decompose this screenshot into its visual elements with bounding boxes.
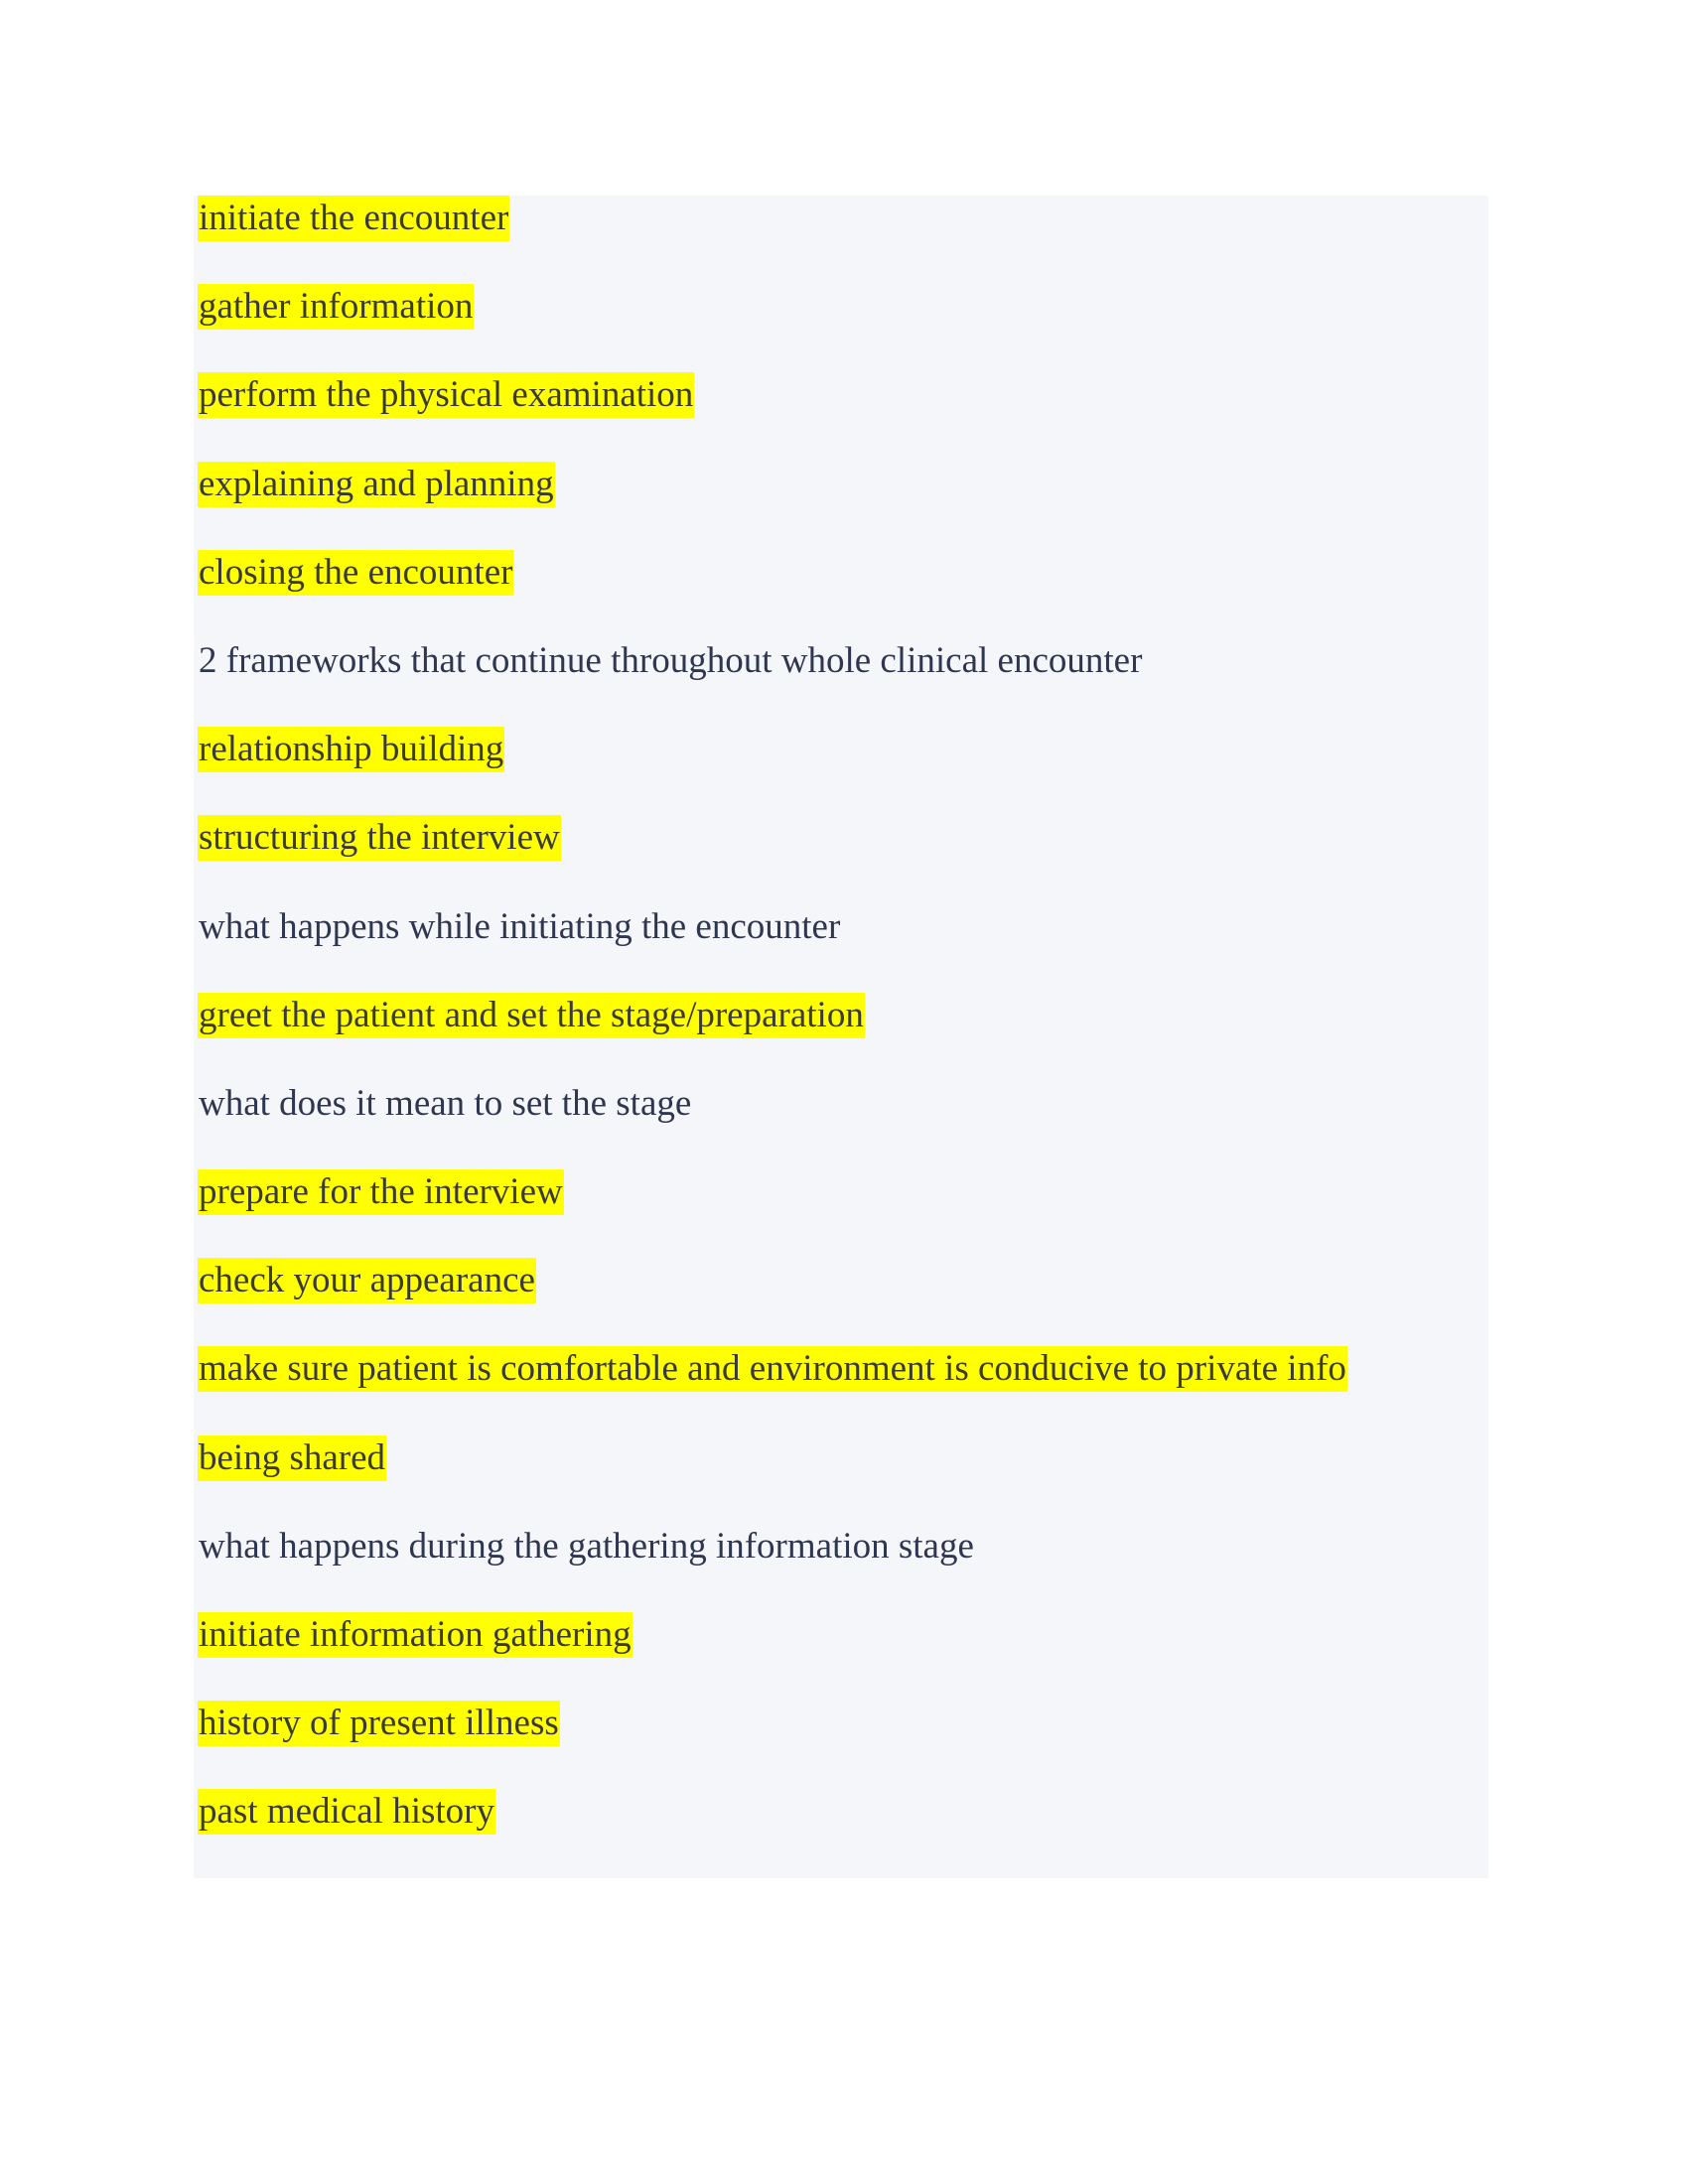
document-line [198, 1169, 1478, 1258]
flashcard-lines [198, 196, 1478, 1878]
document-line [198, 727, 1478, 815]
document-line [198, 1612, 1478, 1701]
document-line [198, 1789, 1478, 1877]
document-line [198, 284, 1478, 372]
line-text: explaining and planning [198, 462, 555, 507]
document-line [198, 1346, 1478, 1434]
document-line [198, 1435, 1478, 1524]
line-text: relationship building [198, 727, 504, 772]
line-text: perform the physical examination [198, 372, 694, 418]
line-text: gather information [198, 284, 474, 330]
document-line [198, 372, 1478, 461]
document-line [198, 550, 1478, 638]
line-text: check your appearance [198, 1258, 536, 1303]
document-line [198, 1524, 1478, 1612]
line-text: make sure patient is comfortable and environment is conducive to private info [198, 1346, 1347, 1392]
line-text: being shared [198, 1435, 386, 1481]
line-text: greet the patient and set the stage/preparation [198, 993, 865, 1038]
line-text: initiate the encounter [198, 196, 509, 241]
document-line [198, 1701, 1478, 1789]
document-line [198, 904, 1478, 993]
line-text: what happens while initiating the encounter [199, 905, 841, 947]
line-text: prepare for the interview [198, 1169, 564, 1215]
line-text: what happens during the gathering information stage [199, 1525, 974, 1567]
line-text: past medical history [198, 1789, 495, 1835]
document-line [198, 815, 1478, 903]
line-text: 2 frameworks that continue throughout whole clinical encounter [199, 639, 1143, 681]
document-line [198, 1258, 1478, 1346]
document-line [198, 638, 1478, 727]
line-text: initiate information gathering [198, 1612, 633, 1658]
line-text: history of present illness [198, 1701, 560, 1746]
document-line [198, 196, 1478, 284]
document-line [198, 1081, 1478, 1169]
line-text: what does it mean to set the stage [199, 1082, 692, 1124]
line-text: closing the encounter [198, 550, 513, 596]
document-line [198, 993, 1478, 1081]
document-line [198, 462, 1478, 550]
line-text: structuring the interview [198, 815, 561, 861]
